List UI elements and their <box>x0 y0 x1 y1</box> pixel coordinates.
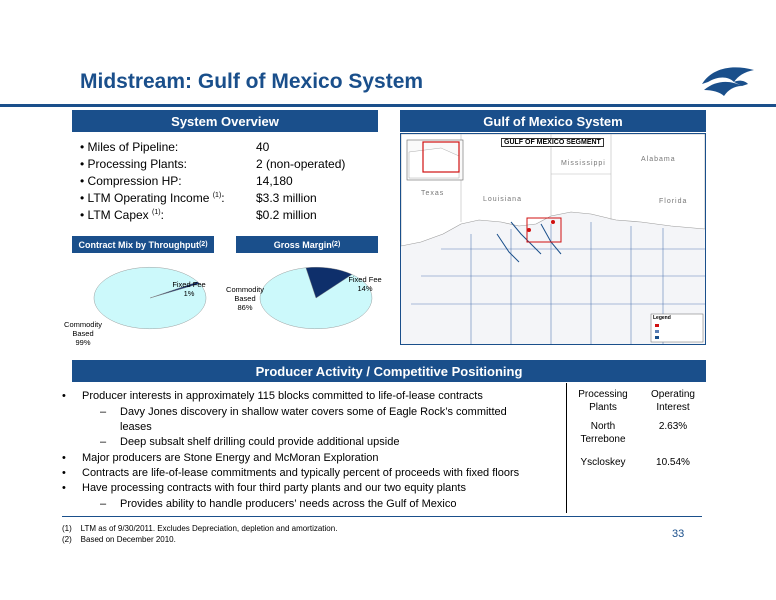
footnote <box>62 524 337 533</box>
gross-margin-pie-chart <box>258 260 378 336</box>
fixed-fee-label: Fixed Fee <box>172 280 206 289</box>
producer-line: Have processing contracts with four third party plants and our two equity plants <box>82 482 466 494</box>
table-cell-interest: 2.63% <box>658 421 688 432</box>
commodity-pct: 99% <box>75 338 91 347</box>
page-number: 33 <box>672 528 685 540</box>
eagle-logo-icon <box>698 62 758 106</box>
overview-value: 14,180 <box>256 174 293 188</box>
footnote-ref: (2) <box>331 241 341 248</box>
footnote-ref: (2) <box>198 241 208 248</box>
contract-mix-header-text: Contract Mix by Throughput <box>78 239 199 250</box>
gross-margin-header <box>236 236 378 253</box>
producer-line: Provides ability to handle producers’ needs across the Gulf of Mexico <box>120 498 457 510</box>
producer-line: Major producers are Stone Energy and McMoran Exploration <box>82 452 379 464</box>
commodity-label-2: Based <box>234 294 256 303</box>
page-title: Midstream: Gulf of Mexico System <box>80 70 424 93</box>
dash-marker: – <box>100 436 107 448</box>
bullet-marker: • <box>62 390 66 402</box>
footnote-number: (2) <box>62 535 72 544</box>
footnote-number: (1) <box>62 524 72 533</box>
overview-row: • Miles of Pipeline: 40 <box>80 140 270 154</box>
commodity-label: Commodity <box>226 285 264 294</box>
contract-mix-commodity-label <box>58 320 108 347</box>
footnote-ref: (1) <box>152 209 161 216</box>
overview-label-colon: : <box>221 191 225 205</box>
fixed-fee-pct: 14% <box>357 284 373 293</box>
contract-mix-fixed-label <box>164 280 214 298</box>
producer-line: Contracts are life-of-lease commitments and typically percent of proceeds with fixed floors <box>82 467 520 479</box>
fixed-fee-label: Fixed Fee <box>348 275 382 284</box>
dash-marker: – <box>100 498 107 510</box>
gulf-system-header: Gulf of Mexico System <box>400 110 706 132</box>
table-cell-interest: 10.54% <box>656 457 690 468</box>
overview-value: 40 <box>256 140 270 154</box>
bullet-marker: • <box>62 467 66 479</box>
commodity-label: Commodity <box>64 320 102 329</box>
dash-marker: – <box>100 406 107 418</box>
overview-label: Compression HP: <box>87 174 182 188</box>
producer-line: Deep subsalt shelf drilling could provide additional upside <box>120 436 400 448</box>
producer-line: Davy Jones discovery in shallow water covers some of Eagle Rock’s committed <box>120 406 507 418</box>
overview-row: • Compression HP: 14,180 <box>80 174 293 188</box>
footnote <box>62 535 176 544</box>
footnote-text: LTM as of 9/30/2011. Excludes Depreciation, depletion and amortization. <box>80 524 338 533</box>
table-header-interest: Operating Interest <box>651 389 695 413</box>
commodity-label-2: Based <box>72 329 94 338</box>
map-state-label: Louisiana <box>483 196 522 203</box>
overview-label: Miles of Pipeline: <box>87 140 179 154</box>
map-state-label: Alabama <box>641 156 676 163</box>
gross-margin-commodity-label <box>220 285 270 312</box>
commodity-pct: 86% <box>237 303 253 312</box>
table-cell-plant: Yscloskey <box>580 457 626 468</box>
overview-label: LTM Capex <box>87 208 153 222</box>
overview-value: $0.2 million <box>256 208 317 222</box>
bullet-marker: • <box>62 482 66 494</box>
contract-mix-header <box>72 236 214 253</box>
contract-mix-pie-chart <box>92 260 212 336</box>
fixed-fee-pct: 1% <box>183 289 195 298</box>
footnote-ref: (1) <box>212 192 222 199</box>
overview-value: 2 (non-operated) <box>256 157 346 171</box>
producer-activity-header: Producer Activity / Competitive Positioning <box>72 360 706 382</box>
table-cell-plant: North Terrebone <box>580 421 626 445</box>
gulf-of-mexico-map <box>400 133 706 345</box>
gross-margin-header-text: Gross Margin <box>273 239 332 250</box>
producer-line: leases <box>120 421 152 433</box>
overview-label: Processing Plants: <box>87 157 187 171</box>
overview-row: • LTM Capex $^{(1)}$: $0.2 million <box>80 208 317 222</box>
overview-value: $3.3 million <box>256 191 317 205</box>
title-divider <box>0 104 776 107</box>
table-border <box>566 383 567 513</box>
table-header-plants: Processing Plants <box>578 389 628 413</box>
footer-divider <box>62 516 702 517</box>
producer-line: Producer interests in approximately 115 blocks committed to life-of-lease contracts <box>82 390 483 402</box>
map-state-label: Florida <box>659 198 688 205</box>
map-graphic <box>401 134 705 344</box>
map-segment-title: GULF OF MEXICO SEGMENT <box>501 138 604 147</box>
overview-label: LTM Operating Income <box>87 191 213 205</box>
gross-margin-fixed-label <box>340 275 390 293</box>
system-overview-header: System Overview <box>72 110 378 132</box>
overview-row: • Processing Plants: 2 (non-operated) <box>80 157 346 171</box>
footnote-text: Based on December 2010. <box>80 535 176 544</box>
overview-row: • LTM Operating Income $^{(1)}$: $3.3 million <box>80 191 317 205</box>
overview-label-colon: : <box>160 208 164 222</box>
map-legend-title: Legend <box>653 315 671 321</box>
map-state-label: Texas <box>421 190 445 197</box>
map-state-label: Mississippi <box>561 160 606 167</box>
bullet-marker: • <box>62 452 66 464</box>
